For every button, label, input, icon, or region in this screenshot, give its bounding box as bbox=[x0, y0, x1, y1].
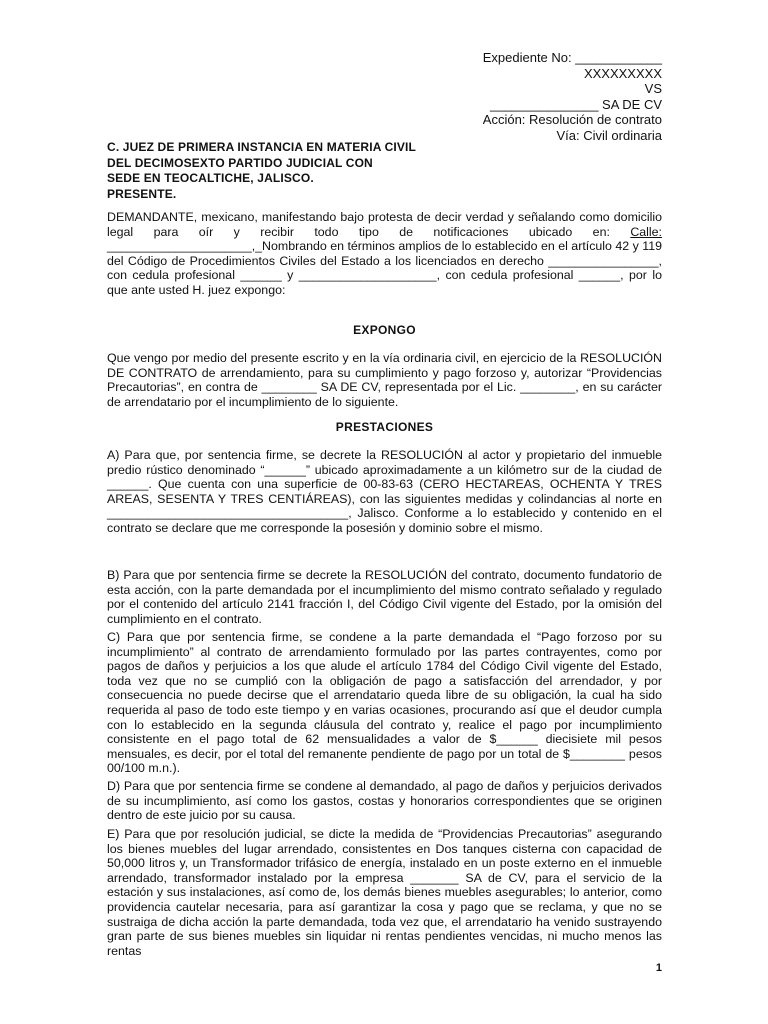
page-number: 1 bbox=[655, 962, 662, 974]
case-header bbox=[452, 50, 662, 144]
addressee-block bbox=[107, 140, 567, 202]
prestacion-a: A) Para que, por sentencia firme, se decrete la RESOLUCIÓN al actor y propietario del inmueble predio rústico denominado “______” ubicado aproximadamente a un kilómetro sur de la ciudad de ______. Que cuenta con una superficie de 00-83-63 (CERO HECTAREAS, OCHENTA Y TRES AREAS, SESENTA Y TRES CENTIÁREAS), con las siguientes medidas y colindancias al norte en ___________________________________, Jalisco. Conforme a lo establecido y contenido en el contrato se declare que me corresponde la posesión y dominio sobre el mismo. bbox=[107, 448, 662, 535]
addressee-line: DEL DECIMOSEXTO PARTIDO JUDICIAL CON bbox=[107, 155, 373, 170]
prestacion-b: B) Para que por sentencia firme se decrete la RESOLUCIÓN del contrato, documento fundatorio de esta acción, con la parte demandada por el incumplimiento del mismo contrato señalado y regulado por el contenido del artículo 2141 fracción I, del Código Civil vigente del Estado, por la omisión del cumplimiento en el contrato. bbox=[107, 568, 662, 626]
prestacion-d: D) Para que por sentencia firme se condene al demandado, al pago de daños y perjuicios derivados de su incumplimiento, así como los gastos, costas y honorarios correspondientes que se originen dentro de este juicio por su causa. bbox=[107, 779, 662, 823]
via-line: Vía: Civil ordinaria bbox=[556, 127, 662, 143]
actor-line: XXXXXXXXX bbox=[583, 65, 662, 81]
expediente-line: Expediente No: ____________ bbox=[482, 50, 662, 65]
defendant-line: _______________ SA DE CV bbox=[489, 96, 662, 112]
prestacion-c: C) Para que por sentencia firme, se condene a la parte demandada el “Pago forzoso por su incumplimiento” al contrato de arrendamiento formulado por las partes contrayentes, como por pagos de daños y perjuicios a los que alude el artículo 1784 del Código Civil vigente del Estado, toda vez que no se cumplió con la obligación de pago a satisfacción del arrendador, y por consecuencia no puede decirse que el arrendatario queda libre de su obligación, la cual ha sido requerida al paso de todo este tiempo y en varias ocasiones, procurando así que el deudor cumpla con lo establecido en la segunda cláusula del contrato y, realice el pago por incumplimiento consistente en el pago total de 62 mensualidades a valor de $______ diecisiete mil pesos mensuales, es decir, por el total del remanente pendiente de pago por un total de $________ pesos 00/100 m.n.). bbox=[107, 630, 662, 776]
street-label: Calle: bbox=[630, 224, 662, 239]
addressee-line: C. JUEZ DE PRIMERA INSTANCIA EN MATERIA CIVIL bbox=[107, 140, 416, 154]
expongo-title: EXPONGO bbox=[353, 323, 416, 337]
prestaciones-title: PRESTACIONES bbox=[335, 420, 434, 434]
prestacion-e: E) Para que por resolución judicial, se dicte la medida de “Providencias Precautorias” asegurando los bienes muebles del lugar arrendado, consistentes en Dos tanques cisterna con capacidad de 50,000 litros y, un Transformador trifásico de energía, instalado en un poste externo en el inmueble arrendado, transformador instalado por la empresa _______ SA de CV, para el servicio de la estación y sus instalaciones, así como de, los demás bienes muebles asegurables; lo anterior, como providencia cautelar necesaria, para así garantizar la cosa y pago que se reclama, y que no se sustraiga de dicha acción la parte demandada, toda vez que, el arrendatario ha venido sustrayendo gran parte de sus bienes muebles sin liquidar ni rentas pendientes vencidas, ni mucho menos las rentas bbox=[107, 827, 662, 958]
addressee-line: PRESENTE. bbox=[107, 186, 177, 201]
addressee-line: SEDE EN TEOCALTICHE, JALISCO. bbox=[107, 171, 314, 185]
intro-paragraph bbox=[107, 210, 662, 298]
intro-text-continued: _____________________,_Nombrando en términos amplios de lo establecido en el artículo 42 y 119 del Código de Procedimientos Civiles del Estado a los licenciados en derecho ________________, con cedula profesional ______ y ____________________, con cedula profesional ______, por lo que ante usted H. juez expongo: bbox=[107, 239, 662, 297]
intro-text: DEMANDANTE, mexicano, manifestando bajo protesta de decir verdad y señalando como domicilio legal para oír y recibir todo tipo de notificaciones ubicado en: bbox=[107, 210, 662, 239]
expongo-paragraph: Que vengo por medio del presente escrito y en la vía ordinaria civil, en ejercicio de la RESOLUCIÓN DE CONTRATO de arrendamiento, para su cumplimiento y pago forzoso y, autorizar “Providencias Precautorias”, en contra de ________ SA DE CV, representada por el Lic. ________, en su carácter de arrendatario por el incumplimiento de lo siguiente. bbox=[107, 351, 662, 409]
action-line: Acción: Resolución de contrato bbox=[482, 112, 662, 128]
vs-line: VS bbox=[644, 81, 662, 97]
